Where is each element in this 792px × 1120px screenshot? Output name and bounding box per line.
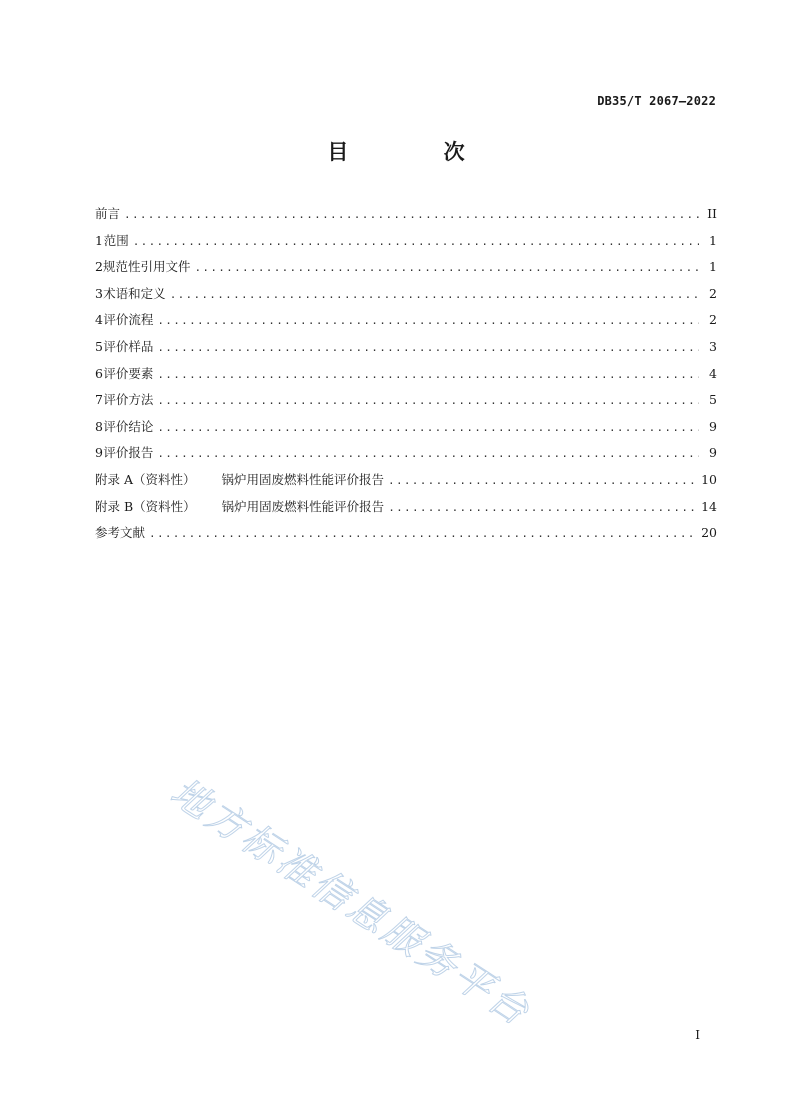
toc-leader-dots <box>157 394 699 407</box>
toc-entry-page: 9 <box>709 418 717 434</box>
toc-entry-label: 评价样品 <box>103 338 154 354</box>
toc-entry-number: 3 <box>95 285 103 301</box>
toc-entry-foreword[interactable] <box>95 204 717 231</box>
toc-entry-label: 规范性引用文件 <box>102 259 191 275</box>
toc-entry-label: 参考文献 <box>95 525 146 541</box>
toc-leader-dots <box>133 235 699 248</box>
toc-annex-title: 锅炉用固废燃料性能评价报告 <box>221 471 385 487</box>
toc-leader-dots <box>388 474 697 487</box>
toc-annex-label: 附录 B（资料性） <box>95 498 196 514</box>
toc-entry-number: 5 <box>95 338 103 354</box>
toc-entry-label: 范围 <box>103 232 129 248</box>
toc-entry-label: 前言 <box>95 206 121 221</box>
toc-entry-annex-a[interactable] <box>95 470 717 497</box>
toc-entry-page: 3 <box>709 338 717 354</box>
toc-leader-dots <box>149 527 697 540</box>
toc-entry-page: 4 <box>709 365 717 381</box>
toc-entry-label: 评价报告 <box>103 445 154 461</box>
toc-entry-page: 1 <box>709 259 717 275</box>
toc-entry-number: 9 <box>95 445 103 461</box>
page-title: 目 次 <box>327 140 509 164</box>
page-number: I <box>695 1028 700 1042</box>
toc-entry-page: 20 <box>701 525 717 541</box>
toc-entry-page: 2 <box>709 285 717 301</box>
toc-entry-label: 评价要素 <box>103 365 154 381</box>
toc-entry-page: 10 <box>701 471 717 487</box>
toc-entry-evaluation-report[interactable] <box>95 443 717 470</box>
toc-entry-number: 1 <box>95 232 103 248</box>
toc-annex-title: 锅炉用固废燃料性能评价报告 <box>221 498 385 514</box>
toc-leader-dots <box>157 314 699 327</box>
toc-entry-scope[interactable] <box>95 231 717 258</box>
toc-entry-evaluation-samples[interactable] <box>95 337 717 364</box>
toc-leader-dots <box>157 421 699 434</box>
toc-leader-dots <box>157 341 699 354</box>
toc-entry-page: 9 <box>709 445 717 461</box>
toc-leader-dots <box>157 368 699 381</box>
toc-entry-label: 术语和定义 <box>103 285 166 301</box>
toc-entry-number: 2 <box>95 259 103 275</box>
toc-entry-number: 7 <box>95 392 103 408</box>
toc-entry-label: 评价流程 <box>103 312 154 328</box>
toc-entry-evaluation-elements[interactable] <box>95 364 717 391</box>
toc-entry-bibliography[interactable] <box>95 523 717 550</box>
document-number: DB35/T 2067—2022 <box>597 94 716 108</box>
toc-entry-evaluation-conclusion[interactable] <box>95 417 717 444</box>
watermark: 地方标准信息服务平台 <box>163 769 540 1036</box>
toc-entry-page: 1 <box>709 232 717 248</box>
toc-entry-label: 评价方法 <box>103 392 154 408</box>
toc-entry-number: 4 <box>95 312 103 328</box>
toc-entry-page: 2 <box>709 312 717 328</box>
toc-annex-label: 附录 A（资料性） <box>95 471 196 487</box>
toc-leader-dots <box>157 447 699 460</box>
toc-entry-annex-b[interactable] <box>95 497 717 524</box>
toc-entry-number: 8 <box>95 418 103 434</box>
toc-leader-dots <box>170 288 699 301</box>
toc-entry-label: 评价结论 <box>103 418 154 434</box>
toc-leader-dots <box>194 261 699 274</box>
toc-entry-evaluation-methods[interactable] <box>95 390 717 417</box>
table-of-contents <box>95 204 717 550</box>
toc-entry-page: 14 <box>701 498 717 514</box>
toc-entry-page: II <box>707 206 717 221</box>
toc-entry-evaluation-process[interactable] <box>95 310 717 337</box>
toc-entry-normative-references[interactable] <box>95 257 717 284</box>
toc-entry-terms-definitions[interactable] <box>95 284 717 311</box>
toc-entry-number: 6 <box>95 365 103 381</box>
toc-leader-dots <box>388 501 697 514</box>
toc-leader-dots <box>124 208 699 221</box>
toc-entry-page: 5 <box>709 392 717 408</box>
